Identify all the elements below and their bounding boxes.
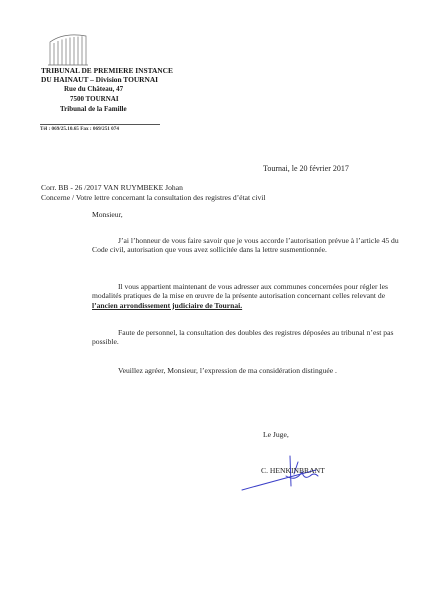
- letterhead-divider: [40, 124, 160, 125]
- court-division: DU HAINAUT – Division TOURNAI: [41, 74, 159, 84]
- paragraph-communes: [92, 282, 410, 310]
- paragraph-closing: [92, 366, 410, 375]
- subject-line: Concerne / Votre lettre concernant la consultation des registres d’état civil: [41, 193, 266, 202]
- court-city: 7500 TOURNAI: [70, 95, 119, 103]
- contact-line: Tél : 069/25.10.65 Fax : 069/251 074: [40, 126, 119, 132]
- paragraph2-text: Il vous appartient maintenant de vous adresser aux communes concernées pour régler les modalités pratiques de la mise en œuvre de la présente autorisation concernant celles relevant de: [92, 282, 388, 301]
- paragraph1-text: J’ai l’honneur de vous faire savoir que je vous accorde l’autorisation prévue à l’article 45 du Code civil, autorisation que vous avez sollicitée dans la lettre susmentionnée.: [92, 236, 399, 255]
- paragraph-staff: [92, 328, 410, 347]
- letter-date: Tournai, le 20 février 2017: [263, 164, 349, 173]
- court-name: TRIBUNAL DE PREMIERE INSTANCE: [41, 66, 173, 75]
- paragraph2-emphasis: l’ancien arrondissement judiciaire de Tournai.: [92, 300, 243, 310]
- court-section: Tribunal de la Famille: [60, 105, 127, 113]
- paragraph4-text: Veuillez agréer, Monsieur, l’expression de ma considération distinguée .: [118, 366, 337, 375]
- closing-title: Le Juge,: [263, 430, 289, 439]
- paragraph-authorisation: [92, 236, 410, 255]
- court-street: Rue du Château, 47: [64, 85, 124, 93]
- tribunal-logo-icon: [42, 32, 92, 66]
- salutation: Monsieur,: [92, 210, 123, 219]
- reference-line: Corr. BB - 26 /2017 VAN RUYMBEKE Johan: [41, 183, 183, 192]
- signatory-name: C. HENKINBRANT: [261, 466, 325, 475]
- handwritten-signature: [238, 452, 348, 500]
- letterhead: [41, 67, 173, 84]
- paragraph3-text: Faute de personnel, la consultation des doubles des registres déposées au tribunal n’est pas possible.: [92, 328, 394, 347]
